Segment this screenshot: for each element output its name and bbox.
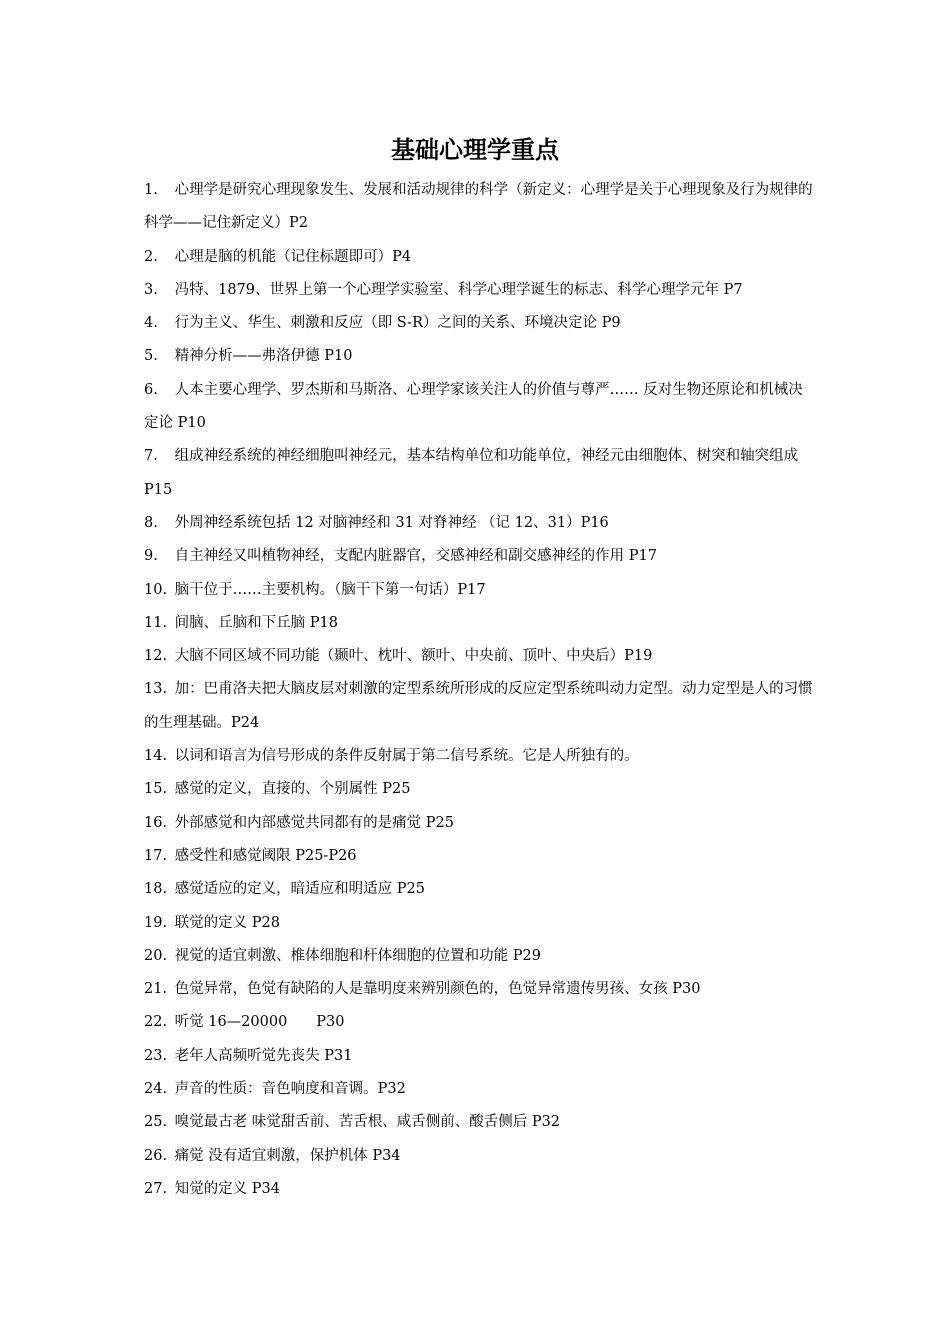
item-text: 嗅觉最古老 味觉甜舌前、苦舌根、咸舌侧前、酸舌侧后 P32 [174, 1114, 561, 1131]
list-item [144, 507, 814, 540]
item-number: 5. [144, 348, 158, 365]
item-text: 大脑不同区域不同功能（颞叶、枕叶、额叶、中央前、顶叶、中央后）P19 [174, 648, 653, 665]
item-text: 精神分析——弗洛伊德 P10 [174, 348, 353, 365]
list-item [144, 307, 814, 340]
list-item [144, 740, 814, 773]
item-number: 9. [144, 548, 158, 565]
item-number: 8. [144, 514, 158, 531]
item-text: 色觉异常，色觉有缺陷的人是靠明度来辨别颜色的，色觉异常遗传男孩、女孩 P30 [174, 981, 701, 998]
list-item [144, 1140, 814, 1173]
item-text: 自主神经又叫植物神经，支配内脏器官，交感神经和副交感神经的作用 P17 [174, 548, 657, 565]
list-item [144, 1173, 814, 1206]
list-item [144, 174, 814, 241]
item-text: 组成神经系统的神经细胞叫神经元，基本结构单位和功能单位，神经元由细胞体、树突和轴突组成 P15 [144, 448, 799, 498]
list-item [144, 1106, 814, 1139]
item-number: 24. [144, 1081, 168, 1098]
item-number: 27. [144, 1180, 168, 1197]
item-text: 老年人高频听觉先丧失 P31 [174, 1047, 353, 1064]
list-item [144, 940, 814, 973]
item-number: 16. [144, 814, 168, 831]
item-text: 行为主义、华生、刺激和反应（即 S-R）之间的关系、环境决定论 P9 [174, 315, 621, 332]
list-item [144, 374, 814, 441]
list-item [144, 640, 814, 673]
item-number: 13. [144, 681, 168, 698]
item-number: 25. [144, 1114, 168, 1131]
item-number: 12. [144, 648, 168, 665]
item-text: 脑干位于……主要机构。（脑干下第一句话）P17 [174, 581, 486, 598]
item-number: 3. [144, 281, 158, 298]
item-number: 21. [144, 981, 168, 998]
item-text: 加：巴甫洛夫把大脑皮层对刺激的定型系统所形成的反应定型系统叫动力定型。动力定型是人的习惯的生理基础。P24 [144, 681, 813, 731]
item-text: 间脑、丘脑和下丘脑 P18 [174, 614, 338, 631]
item-text: 外部感觉和内部感觉共同都有的是痛觉 P25 [174, 814, 454, 831]
list-item [144, 840, 814, 873]
item-text: 冯特、1879、世界上第一个心理学实验室、科学心理学诞生的标志、科学心理学元年 P7 [174, 281, 743, 298]
item-text: 人本主要心理学、罗杰斯和马斯洛、心理学家该关注人的价值与尊严…… 反对生物还原论和机械决定论 P10 [144, 381, 803, 432]
list-item [144, 673, 814, 740]
item-text: 感觉的定义，直接的、个别属性 P25 [174, 781, 411, 798]
list-item [144, 873, 814, 906]
list-item [144, 773, 814, 806]
item-number: 7. [144, 448, 158, 465]
item-number: 6. [144, 381, 158, 398]
list-item [144, 574, 814, 607]
item-text: 知觉的定义 P34 [174, 1180, 280, 1197]
list-item [144, 241, 814, 274]
item-number: 2. [144, 248, 158, 265]
item-number: 4. [144, 315, 158, 332]
item-text: 联觉的定义 P28 [174, 914, 280, 931]
item-text: 声音的性质：音色响度和音调。P32 [174, 1081, 406, 1098]
list-item [144, 807, 814, 840]
page-title: 基础心理学重点 [391, 136, 559, 164]
item-number: 10. [144, 581, 168, 598]
item-number: 17. [144, 847, 168, 864]
list-item [144, 340, 814, 373]
item-text: 感受性和感觉阈限 P25-P26 [174, 847, 357, 864]
item-text: 外周神经系统包括 12 对脑神经和 31 对脊神经 （记 12、31）P16 [174, 514, 609, 531]
item-number: 26. [144, 1147, 168, 1164]
item-text: 痛觉 没有适宜刺激，保护机体 P34 [174, 1147, 401, 1164]
item-text: 心理学是研究心理现象发生、发展和活动规律的科学（新定义：心理学是关于心理现象及行为规律的科学——记住新定义）P2 [144, 182, 813, 232]
list-item [144, 440, 814, 507]
list-item [144, 1006, 814, 1039]
item-number: 23. [144, 1047, 168, 1064]
item-number: 22. [144, 1014, 168, 1031]
item-text: 听觉 16—20000 P30 [174, 1014, 345, 1031]
item-number: 14. [144, 748, 168, 765]
list-item [144, 274, 814, 307]
item-number: 20. [144, 947, 168, 964]
item-number: 19. [144, 914, 168, 931]
key-points-list [144, 174, 814, 1206]
list-item [144, 1073, 814, 1106]
item-number: 15. [144, 781, 168, 798]
list-item [144, 973, 814, 1006]
item-text: 感觉适应的定义，暗适应和明适应 P25 [174, 881, 425, 898]
item-text: 以词和语言为信号形成的条件反射属于第二信号系统。它是人所独有的。 [174, 748, 639, 765]
list-item [144, 907, 814, 940]
item-number: 11. [144, 614, 168, 631]
list-item [144, 540, 814, 573]
item-text: 心理是脑的机能（记住标题即可）P4 [174, 248, 412, 265]
item-number: 1. [144, 182, 158, 198]
list-item [144, 1040, 814, 1073]
item-text: 视觉的适宜刺激、椎体细胞和杆体细胞的位置和功能 P29 [174, 947, 541, 964]
list-item [144, 607, 814, 640]
item-number: 18. [144, 881, 168, 898]
